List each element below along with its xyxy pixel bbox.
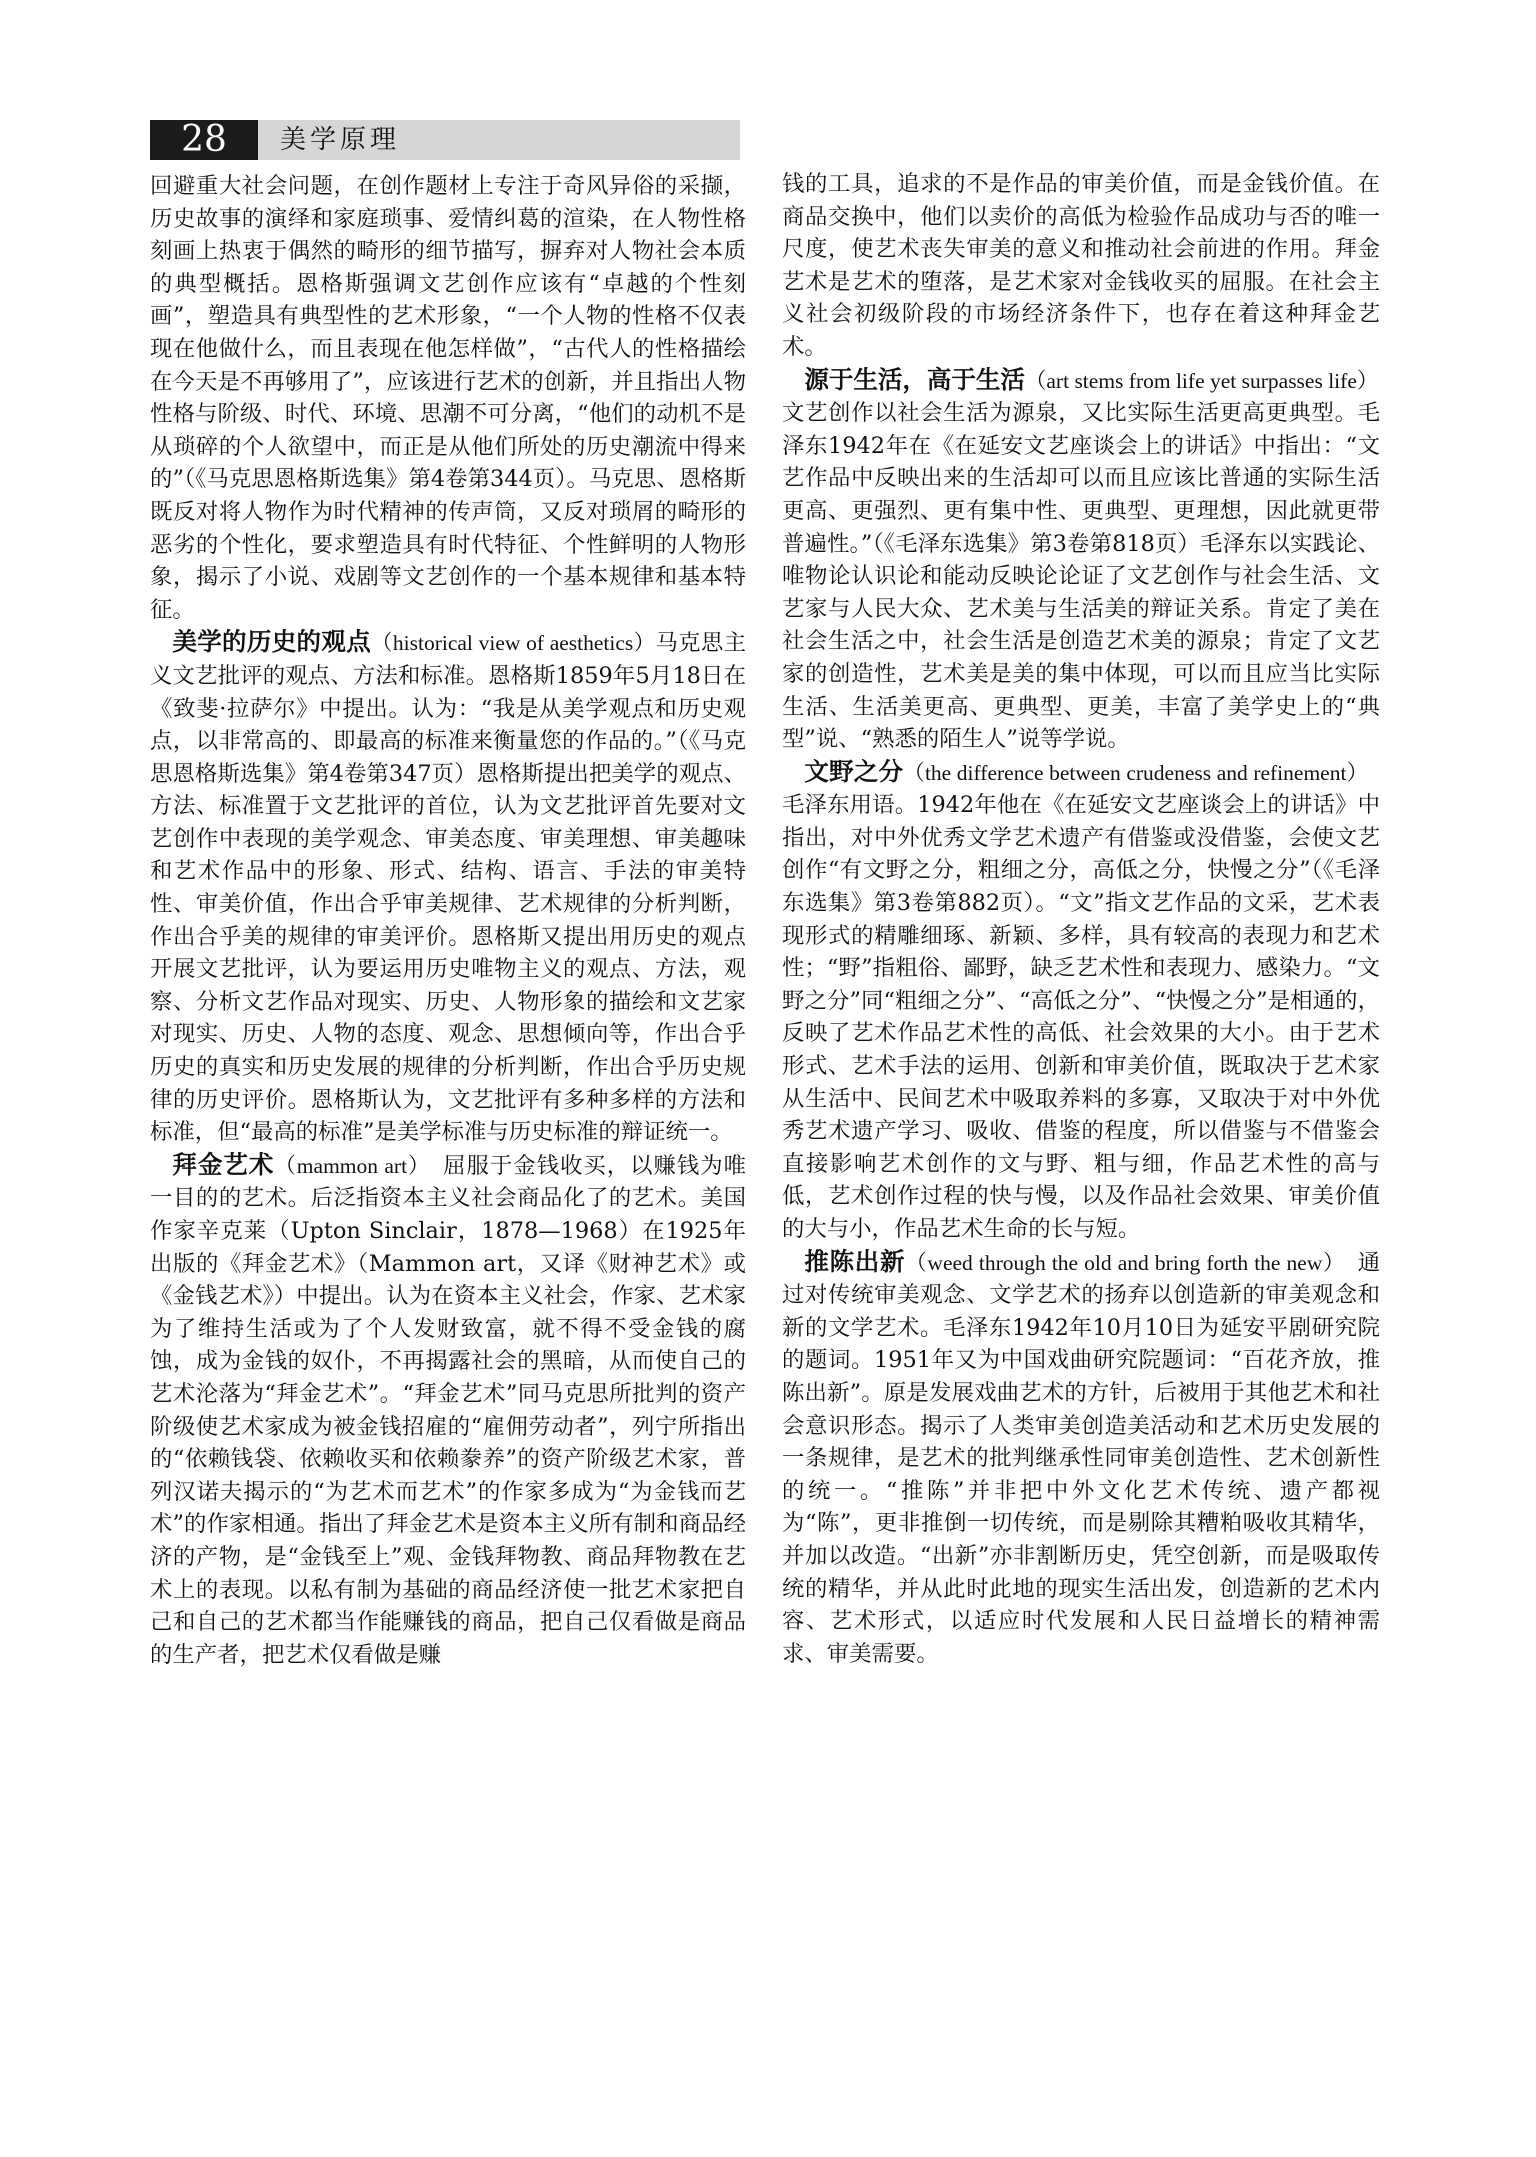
entry-headword: 美学的历史的观点 bbox=[172, 627, 372, 657]
entry-english-term: （weed through the old and bring forth the new） bbox=[905, 1250, 1335, 1275]
entry-headword: 推陈出新 bbox=[804, 1246, 906, 1276]
entry-art-stems-from-life bbox=[782, 364, 1391, 756]
entry-body: 马克思主义文艺批评的观点、方法和标准。恩格斯1859年5月18日在《致斐·拉萨尔》中提出。认为：“我是从美学观点和历史观点，以非常高的、即最高的标准来衡量您的作品的。”（《马克思恩格斯选集》第4卷第347页）恩格斯提出把美学的观点、方法、标准置于文艺批评的首位，认为文艺批评首先要对文艺创作中表现的美学观念、审美态度、审美理想、审美趣味和艺术作品中的形象、形式、结构、语言、手法的审美特性、审美价值，作出合乎审美规律、艺术规律的分析判断，作出合乎美的规律的审美评价。恩格斯又提出用历史的观点开展文艺批评，认为要运用历史唯物主义的观点、方法，观察、分析文艺作品对现实、历史、人物形象的描绘和文艺家对现实、历史、人物的态度、观念、思想倾向等，作出合乎历史的真实和历史发展的规律的分析判断，作出合乎历史规律的历史评价。恩格斯认为，文艺批评有多种多样的方法和标准，但“最高的标准”是美学标准与历史标准的辩证统一。 bbox=[150, 630, 747, 1146]
entry-historical-view-of-aesthetics bbox=[150, 626, 746, 1149]
entry-crudeness-and-refinement bbox=[782, 756, 1380, 1246]
continued-paragraph: 钱的工具，追求的不是作品的审美价值，而是金钱价值。在商品交换中，他们以卖价的高低为检验作品成功与否的唯一尺度，使艺术丧失审美的意义和推动社会前进的作用。拜金艺术是艺术的堕落，是艺术家对金钱收买的屈服。在社会主义社会初级阶段的市场经济条件下，也存在着这种拜金艺术。 bbox=[782, 171, 1380, 360]
continued-paragraph: 回避重大社会问题，在创作题材上专注于奇风异俗的采撷，历史故事的演绎和家庭琐事、爱情纠葛的渲染，在人物性格刻画上热衷于偶然的畸形的细节描写，摒弃对人物社会本质的典型概括。恩格斯强调文艺创作应该有“卓越的个性刻画”，塑造具有典型性的艺术形象，“一个人物的性格不仅表现在他做什么，而且表现在他怎样做”，“古代人的性格描绘在今天是不再够用了”，应该进行艺术的创新，并且指出人物性格与阶级、时代、环境、思潮不可分离，“他们的动机不是从琐碎的个人欲望中，而正是从他们所处的历史潮流中得来的”（《马克思恩格斯选集》第4卷第344页）。马克思、恩格斯既反对将人物作为时代精神的传声筒，又反对琐屑的畸形的恶劣的个性化，要求塑造具有时代特征、个性鲜明的人物形象，揭示了小说、戏剧等文艺创作的一个基本规律和基本特征。 bbox=[150, 173, 746, 623]
entry-english-term: （historical view of aesthetics） bbox=[371, 631, 656, 656]
running-title: 美学原理 bbox=[258, 120, 740, 160]
right-column bbox=[782, 168, 1391, 1670]
entry-body: 毛泽东用语。1942年他在《在延安文艺座谈会上的讲话》中指出，对中外优秀文学艺术遗产有借鉴或没借鉴，会使文艺创作“有文野之分，粗细之分，高低之分，快慢之分”（《毛泽东选集》第3卷第882页）。“文”指文艺作品的文采，艺术表现形式的精雕细琢、新颖、多样，具有较高的表现力和艺术性；“野”指粗俗、鄙野，缺乏艺术性和表现力、感染力。“文野之分”同“粗细之分”、“高低之分”、“快慢之分”是相通的，反映了艺术作品艺术性的高低、社会效果的大小。由于艺术形式、艺术手法的运用、创新和审美价值，既取决于艺术家从生活中、民间艺术中吸取养料的多寡，又取决于对中外优秀艺术遗产学习、吸收、借鉴的程度，所以借鉴与不借鉴会直接影响艺术创作的文与野、粗与细，作品艺术性的高与低，艺术创作过程的快与慢，以及作品社会效果、审美价值的大与小，作品艺术生命的长与短。 bbox=[782, 759, 1380, 1242]
left-column bbox=[150, 170, 746, 1671]
entry-mammon-art bbox=[150, 1149, 746, 1672]
page-header bbox=[150, 120, 740, 160]
entry-body: 通过对传统审美观念、文学艺术的扬弃以创造新的审美观念和新的文学艺术。毛泽东1942年10月10日为延安平剧研究院的题词。1951年又为中国戏曲研究院题词：“百花齐放，推陈出新”。原是发展戏曲艺术的方针，后被用于其他艺术和社会意识形态。揭示了人类审美创造美活动和艺术历史发展的一条规律，是艺术的批判继承性同审美创造性、艺术创新性的统一。“推陈”并非把中外文化艺术传统、遗产都视为“陈”，更非推倒一切传统，而是剔除其糟粕吸收其精华，并加以改造。“出新”亦非割断历史，凭空创新，而是吸取传统的精华，并从此时此地的现实生活出发，创造新的艺术内容、艺术形式，以适应时代发展和人民日益增长的精神需求、审美需要。 bbox=[782, 1249, 1381, 1667]
entry-english-term: （art stems from life yet surpasses life） bbox=[1024, 368, 1368, 393]
entry-english-term: （the difference between crudeness and refinement） bbox=[903, 760, 1358, 785]
entry-headword: 文野之分 bbox=[804, 756, 904, 786]
entry-body: 文艺创作以社会生活为源泉，又比实际生活更高更典型。毛泽东1942年在《在延安文艺座谈会上的讲话》中指出：“文艺作品中反映出来的生活却可以而且应该比普通的实际生活更高、更强烈、更有集中性、更典型、更理想，因此就更带普遍性。”（《毛泽东选集》第3卷第818页）毛泽东以实践论、唯物论认识论和能动反映论论证了文艺创作与社会生活、文艺家与人民大众、艺术美与生活美的辩证关系。肯定了美在社会生活之中，社会生活是创造艺术美的源泉；肯定了文艺家的创造性，艺术美是美的集中体现，可以而且应当比实际生活、生活美更高、更典型、更美，丰富了美学史上的“典型”说、“熟悉的陌生人”说等学说。 bbox=[782, 367, 1391, 753]
entry-headword: 源于生活，高于生活 bbox=[804, 364, 1025, 394]
entry-headword: 拜金艺术 bbox=[172, 1149, 275, 1179]
page-number: 28 bbox=[150, 120, 258, 160]
entry-english-term: （mammon art） bbox=[274, 1153, 420, 1178]
entry-body: 屈服于金钱收买，以赚钱为唯一目的的艺术。后泛指资本主义社会商品化了的艺术。美国作家辛克莱（Upton Sinclair，1878—1968）在1925年出版的《拜金艺术》（Mammon art，又译《财神艺术》或《金钱艺术》）中提出。认为在资本主义社会，作家、艺术家为了维持生活或为了个人发财致富，就不得不受金钱的腐蚀，成为金钱的奴仆，不再揭露社会的黑暗，从而使自己的艺术沦落为“拜金艺术”。“拜金艺术”同马克思所批判的资产阶级使艺术家成为被金钱招雇的“雇佣劳动者”，列宁所指出的“依赖钱袋、依赖收买和依赖豢养”的资产阶级艺术家，普列汉诺夫揭示的“为艺术而艺术”的作家多成为“为金钱而艺术”的作家相通。指出了拜金艺术是资本主义所有制和商品经济的产物，是“金钱至上”观、金钱拜物教、商品拜物教在艺术上的表现。以私有制为基础的商品经济使一批艺术家把自己和自己的艺术都当作能赚钱的商品，把自己仅看做是商品的生产者，把艺术仅看做是赚 bbox=[150, 1152, 747, 1668]
entry-weed-through-the-old bbox=[782, 1246, 1380, 1671]
